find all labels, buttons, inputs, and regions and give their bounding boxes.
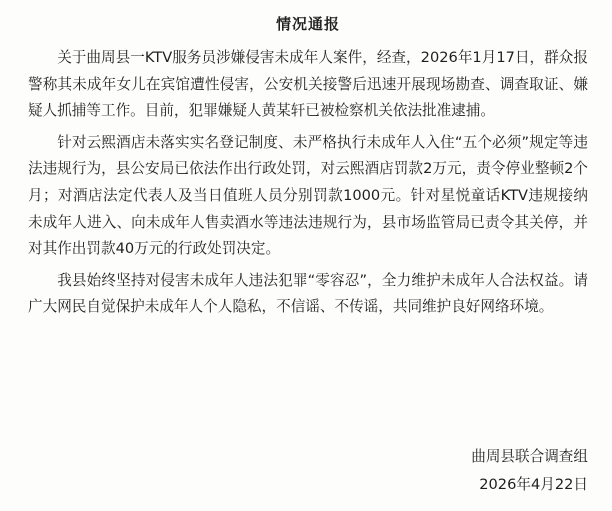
notice-paragraph-3: 我县始终坚持对侵害未成年人违法犯罪“零容忍”，全力维护未成年人合法权益。请广大网民自觉保护未成年人个人隐私，不信谣、不传谣，共同维护良好网络环境。 <box>28 271 588 316</box>
notice-title: 情况通报 <box>275 15 340 33</box>
notice-paragraph-2: 针对云熙酒店未落实实名登记制度、未严格执行未成年人入住“五个必须”规定等违法违规行为，县公安局已依法作出行政处罚，对云熙酒店罚款2万元，责令停业整顿2个月；对酒店法定代表人及当日值班人员分别罚款1000元。针对星悦童话KTV违规接纳未成年人进入、向未成年人售卖酒水等违法违规行为，县市场监管局已责令其关停，并对其作出罚款40万元的行政处罚决定。 <box>28 133 588 258</box>
issuer-signature: 曲周县联合调查组 <box>471 448 588 465</box>
notice-paragraph-1: 关于曲周县一KTV服务员涉嫌侵害未成年人案件，经查，2026年1月17日，群众报警称其未成年女儿在宾馆遭性侵害，公安机关接警后迅速开展现场勘查、调查取证、嫌疑人抓捕等工作。目前，犯罪嫌疑人黄某轩已被检察机关依法批准逮捕。 <box>28 49 588 120</box>
issue-date: 2026年4月22日 <box>479 476 588 493</box>
